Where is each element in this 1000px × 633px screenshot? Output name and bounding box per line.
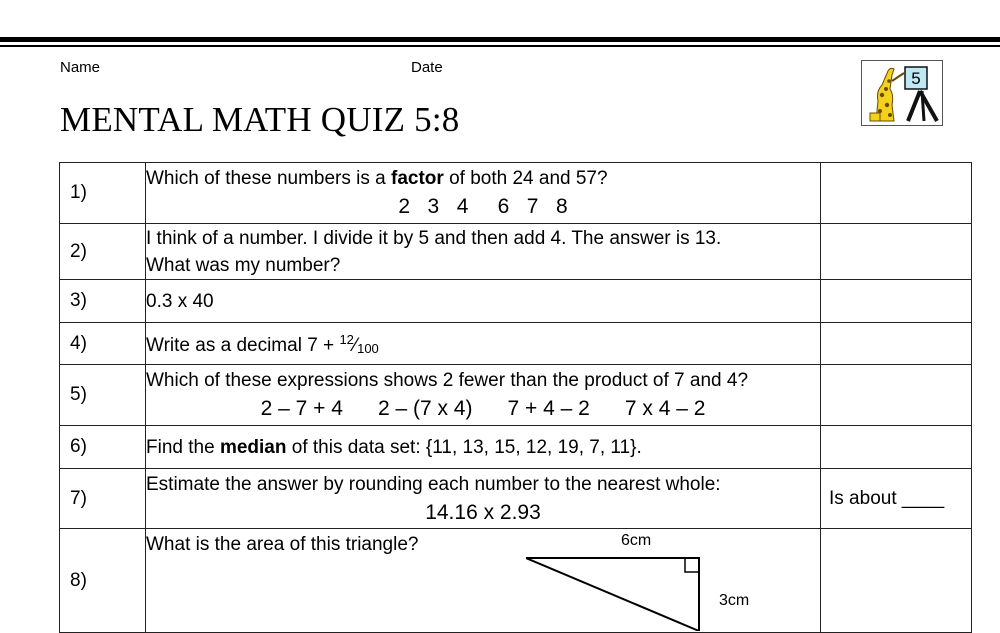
question-row: [60, 529, 972, 633]
logo-grade-text: 5: [911, 69, 921, 88]
question-text: [146, 434, 820, 461]
question-row: [60, 224, 972, 280]
giraffe-easel-logo: [861, 60, 943, 126]
question-number: 7): [60, 469, 146, 529]
question-number: 6): [60, 426, 146, 469]
answer-box[interactable]: [821, 469, 972, 529]
question-text: Which of these expressions shows 2 fewer than the product of 7 and 4?: [146, 370, 749, 391]
question-text-part: of this data set: {11, 13, 15, 12, 19, 7, 11}.: [286, 436, 642, 458]
question-row: [60, 323, 972, 365]
answer-box[interactable]: [821, 323, 972, 365]
answer-options: [146, 192, 820, 221]
date-label: Date: [411, 59, 443, 76]
option-value: 8: [556, 195, 568, 218]
answer-box[interactable]: [821, 365, 972, 426]
option-value: 2: [398, 195, 410, 218]
right-triangle-diagram: [526, 531, 776, 631]
question-text: Write as a decimal $7 + ^{12}⁄_{100}$: [146, 331, 379, 356]
triangle-side-label: 3cm: [719, 592, 750, 609]
answer-box[interactable]: [821, 529, 972, 633]
question-keyword-bold: factor: [391, 168, 444, 189]
triangle-top-label: 6cm: [621, 532, 652, 549]
question-row: [60, 426, 972, 469]
question-cell: [146, 224, 821, 280]
option-value: 3: [427, 195, 440, 218]
quiz-table: [59, 162, 972, 633]
top-rule-thick: [0, 37, 1000, 42]
question-expression: 14.16 x 2.93: [425, 500, 541, 524]
question-text-part: Which of these numbers is a: [146, 168, 391, 189]
option-expression: 7 x 4 – 2: [624, 397, 706, 420]
question-text: 0.3 x 40: [146, 290, 214, 312]
answer-box[interactable]: [821, 280, 972, 323]
top-rule-thin: [0, 45, 1000, 47]
question-row: [60, 469, 972, 529]
question-text: [146, 165, 820, 192]
option-value: 6: [497, 195, 510, 218]
option-expression: 7 + 4 – 2: [507, 397, 590, 420]
answer-options: [146, 394, 820, 423]
name-label: Name: [60, 59, 101, 76]
option-expression: 2 – 7 + 4: [260, 397, 343, 420]
question-number: 5): [60, 365, 146, 426]
question-cell: [146, 323, 821, 365]
question-number: 3): [60, 280, 146, 323]
question-number: 8): [60, 529, 146, 633]
page-title: MENTAL MATH QUIZ 5:8: [60, 100, 460, 139]
question-number: 4): [60, 323, 146, 365]
question-text: What was my number?: [146, 254, 341, 276]
question-text: I think of a number. I divide it by 5 and then add 4. The answer is 13.: [146, 227, 722, 249]
question-text: What is the area of this triangle?: [146, 534, 419, 555]
question-row: [60, 365, 972, 426]
question-number: 1): [60, 163, 146, 224]
question-cell: [146, 280, 821, 323]
question-cell: [146, 469, 821, 529]
question-cell: [146, 163, 821, 224]
answer-prompt: Is about ____: [829, 487, 945, 509]
right-angle-marker: [685, 558, 699, 572]
question-row: [60, 280, 972, 323]
answer-box[interactable]: [821, 163, 972, 224]
question-text-part: Write as a decimal 7 +: [146, 334, 340, 356]
question-cell: [146, 529, 821, 633]
question-text-part: of both 24 and 57?: [443, 168, 608, 189]
option-value: 7: [526, 195, 539, 218]
fraction-denominator: 100: [357, 340, 379, 356]
question-cell: [146, 365, 821, 426]
question-row: [60, 163, 972, 224]
answer-box[interactable]: [821, 426, 972, 469]
question-text-part: Find the: [146, 436, 220, 458]
question-text: Estimate the answer by rounding each number to the nearest whole:: [146, 473, 721, 495]
answer-box[interactable]: [821, 224, 972, 280]
triangle-shape: [526, 558, 699, 631]
fraction-numerator: 12: [339, 331, 354, 347]
option-expression: 2 – (7 x 4): [377, 397, 473, 420]
option-value: 4: [456, 195, 469, 218]
question-cell: [146, 426, 821, 469]
question-keyword-bold: median: [219, 436, 287, 458]
question-number: 2): [60, 224, 146, 280]
